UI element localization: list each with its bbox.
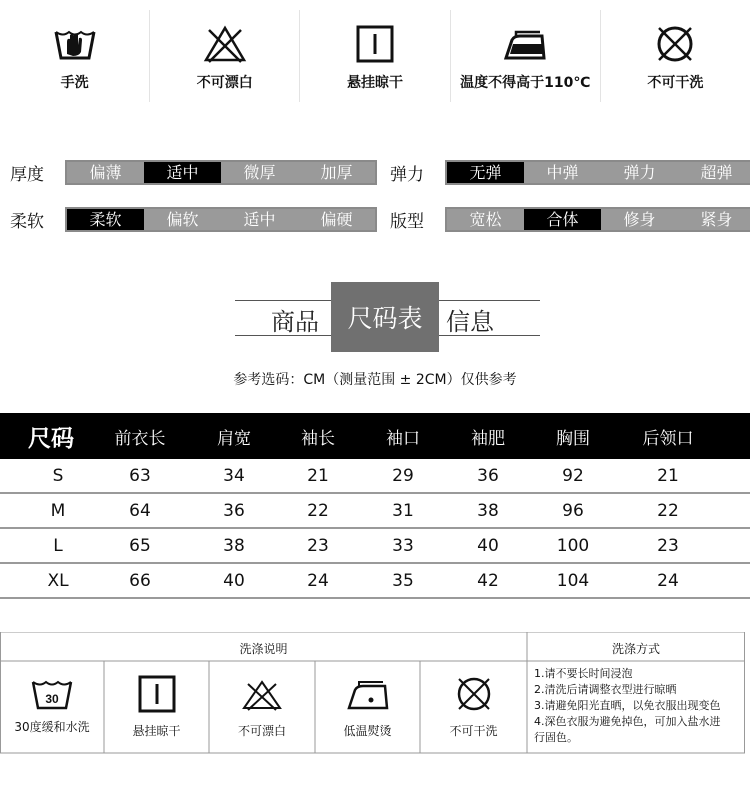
header-cell: 后领口: [642, 428, 694, 449]
wash-label: 30度缓和水洗: [14, 720, 90, 734]
care-item-hand-wash: [0, 10, 149, 102]
hand-wash-icon: [53, 24, 97, 64]
care-item-hang-dry: [299, 10, 449, 102]
wash-panel: [0, 632, 750, 754]
attr-option: 适中: [144, 162, 221, 183]
wash-instructions-title: 洗涤说明: [239, 642, 288, 656]
wash-method-list: [534, 666, 744, 746]
size-table: [0, 413, 750, 599]
attr-name: 弹力: [390, 165, 424, 185]
title-left: 商品: [271, 308, 319, 336]
table-cell: 65: [129, 535, 151, 556]
header-cell: 袖肥: [471, 428, 505, 449]
attr-option: 宽松: [447, 209, 524, 230]
size-section-title: [235, 280, 540, 352]
low-iron-icon: [345, 674, 391, 714]
hang-dry-icon: [137, 674, 177, 714]
table-cell: 34: [223, 465, 245, 486]
wash-label: 低温熨烫: [343, 724, 392, 738]
table-cell: 42: [477, 570, 499, 591]
table-cell: 24: [657, 570, 679, 591]
table-cell: 35: [392, 570, 414, 591]
attr-elasticity: [390, 160, 750, 185]
table-cell: 31: [392, 500, 414, 521]
hang-dry-icon: [355, 24, 395, 64]
table-row: [0, 494, 750, 529]
attr-option: 修身: [601, 209, 678, 230]
table-cell: 38: [223, 535, 245, 556]
care-label: 手洗: [60, 75, 89, 91]
header-cell: 胸围: [556, 428, 590, 449]
table-cell: 22: [307, 500, 329, 521]
attr-scale: [65, 207, 377, 232]
wash-method-item: 4.深色衣服为避免掉色，可加入盐水进: [534, 715, 721, 728]
no-bleach-icon: [203, 24, 247, 64]
no-dry-clean-icon: [653, 24, 697, 64]
no-bleach-icon: [240, 674, 284, 714]
attr-scale: [445, 207, 750, 232]
wash-30-icon: [30, 674, 74, 714]
table-row: [0, 564, 750, 599]
table-row: [0, 459, 750, 494]
care-item-no-dry-clean: [600, 10, 750, 102]
iron-icon: [502, 24, 548, 64]
table-cell: 22: [657, 500, 679, 521]
header-cell: 前衣长: [114, 428, 166, 449]
wash-item-low-iron: [315, 662, 420, 754]
table-cell: 104: [556, 570, 590, 591]
wash-method-title: 洗涤方式: [611, 642, 660, 656]
table-cell: 36: [477, 465, 499, 486]
table-cell: 40: [477, 535, 499, 556]
table-cell: 21: [307, 465, 329, 486]
wash-item-no-dry-clean: [420, 662, 527, 754]
attr-option: 偏硬: [298, 209, 375, 230]
table-cell: 92: [562, 465, 584, 486]
table-cell: 64: [129, 500, 151, 521]
care-label: 不可漂白: [196, 75, 253, 91]
attr-option: 柔软: [67, 209, 144, 230]
table-cell: 23: [657, 535, 679, 556]
attr-name: 版型: [390, 212, 424, 232]
header-cell: 尺码: [28, 425, 74, 452]
attr-option: 偏软: [144, 209, 221, 230]
table-cell: 40: [223, 570, 245, 591]
reference-note: 参考选码：CM（测量范围 ± 2CM）仅供参考: [233, 372, 517, 388]
attr-thickness: [10, 160, 377, 185]
care-icons-row: [0, 10, 750, 102]
care-label: 温度不得高于110℃: [460, 75, 591, 91]
table-cell: 29: [392, 465, 414, 486]
table-cell: 100: [556, 535, 590, 556]
table-cell: 23: [307, 535, 329, 556]
attr-option: 超弹: [678, 162, 750, 183]
header-cell: 袖口: [386, 428, 420, 449]
size-cell: L: [53, 535, 63, 556]
size-cell: XL: [47, 570, 69, 591]
table-header: [0, 413, 750, 459]
header-cell: 肩宽: [217, 428, 251, 449]
wash-temp-label: 30: [45, 692, 59, 706]
care-label: 悬挂晾干: [347, 75, 403, 91]
table-cell: 96: [562, 500, 584, 521]
wash-method-item: 1.请不要长时间浸泡: [534, 667, 633, 680]
attr-name: 柔软: [10, 212, 44, 232]
header-cell: 袖长: [301, 428, 335, 449]
attr-option: 弹力: [601, 162, 678, 183]
care-item-no-bleach: [149, 10, 299, 102]
attr-scale: [65, 160, 377, 185]
care-item-iron: [450, 10, 600, 102]
attr-option: 偏薄: [67, 162, 144, 183]
table-row: [0, 529, 750, 564]
title-right: 信息: [446, 308, 494, 336]
wash-label: 不可漂白: [237, 724, 286, 738]
attr-option: 紧身: [678, 209, 750, 230]
wash-item-no-bleach: [209, 662, 315, 754]
attr-option: 微厚: [221, 162, 298, 183]
size-cell: M: [50, 500, 66, 521]
attr-option: 加厚: [298, 162, 375, 183]
table-cell: 33: [392, 535, 414, 556]
table-cell: 38: [477, 500, 499, 521]
attr-option: 适中: [221, 209, 298, 230]
attr-option: 中弹: [524, 162, 601, 183]
wash-label: 悬挂晾干: [132, 724, 181, 738]
attr-option: 合体: [524, 209, 601, 230]
attr-fit: [390, 207, 750, 232]
size-cell: S: [52, 465, 64, 486]
table-cell: 63: [129, 465, 151, 486]
attr-name: 厚度: [10, 165, 44, 185]
table-cell: 66: [129, 570, 151, 591]
attr-scale: [445, 160, 750, 185]
wash-item-30: [0, 662, 104, 754]
no-dry-clean-icon: [452, 674, 496, 714]
title-center: 尺码表: [331, 282, 439, 352]
attr-softness: [10, 207, 377, 232]
table-body: [0, 459, 750, 599]
table-cell: 21: [657, 465, 679, 486]
wash-method-item: 行固色。: [534, 731, 578, 744]
wash-item-hang-dry: [104, 662, 209, 754]
attr-option: 无弹: [447, 162, 524, 183]
wash-method-item: 3.请避免阳光直晒，以免衣服出现变色: [534, 699, 721, 712]
wash-method-item: 2.清洗后请调整衣型进行晾晒: [534, 683, 677, 696]
table-cell: 24: [307, 570, 329, 591]
wash-label: 不可干洗: [449, 724, 498, 738]
table-cell: 36: [223, 500, 245, 521]
care-label: 不可干洗: [647, 75, 704, 91]
